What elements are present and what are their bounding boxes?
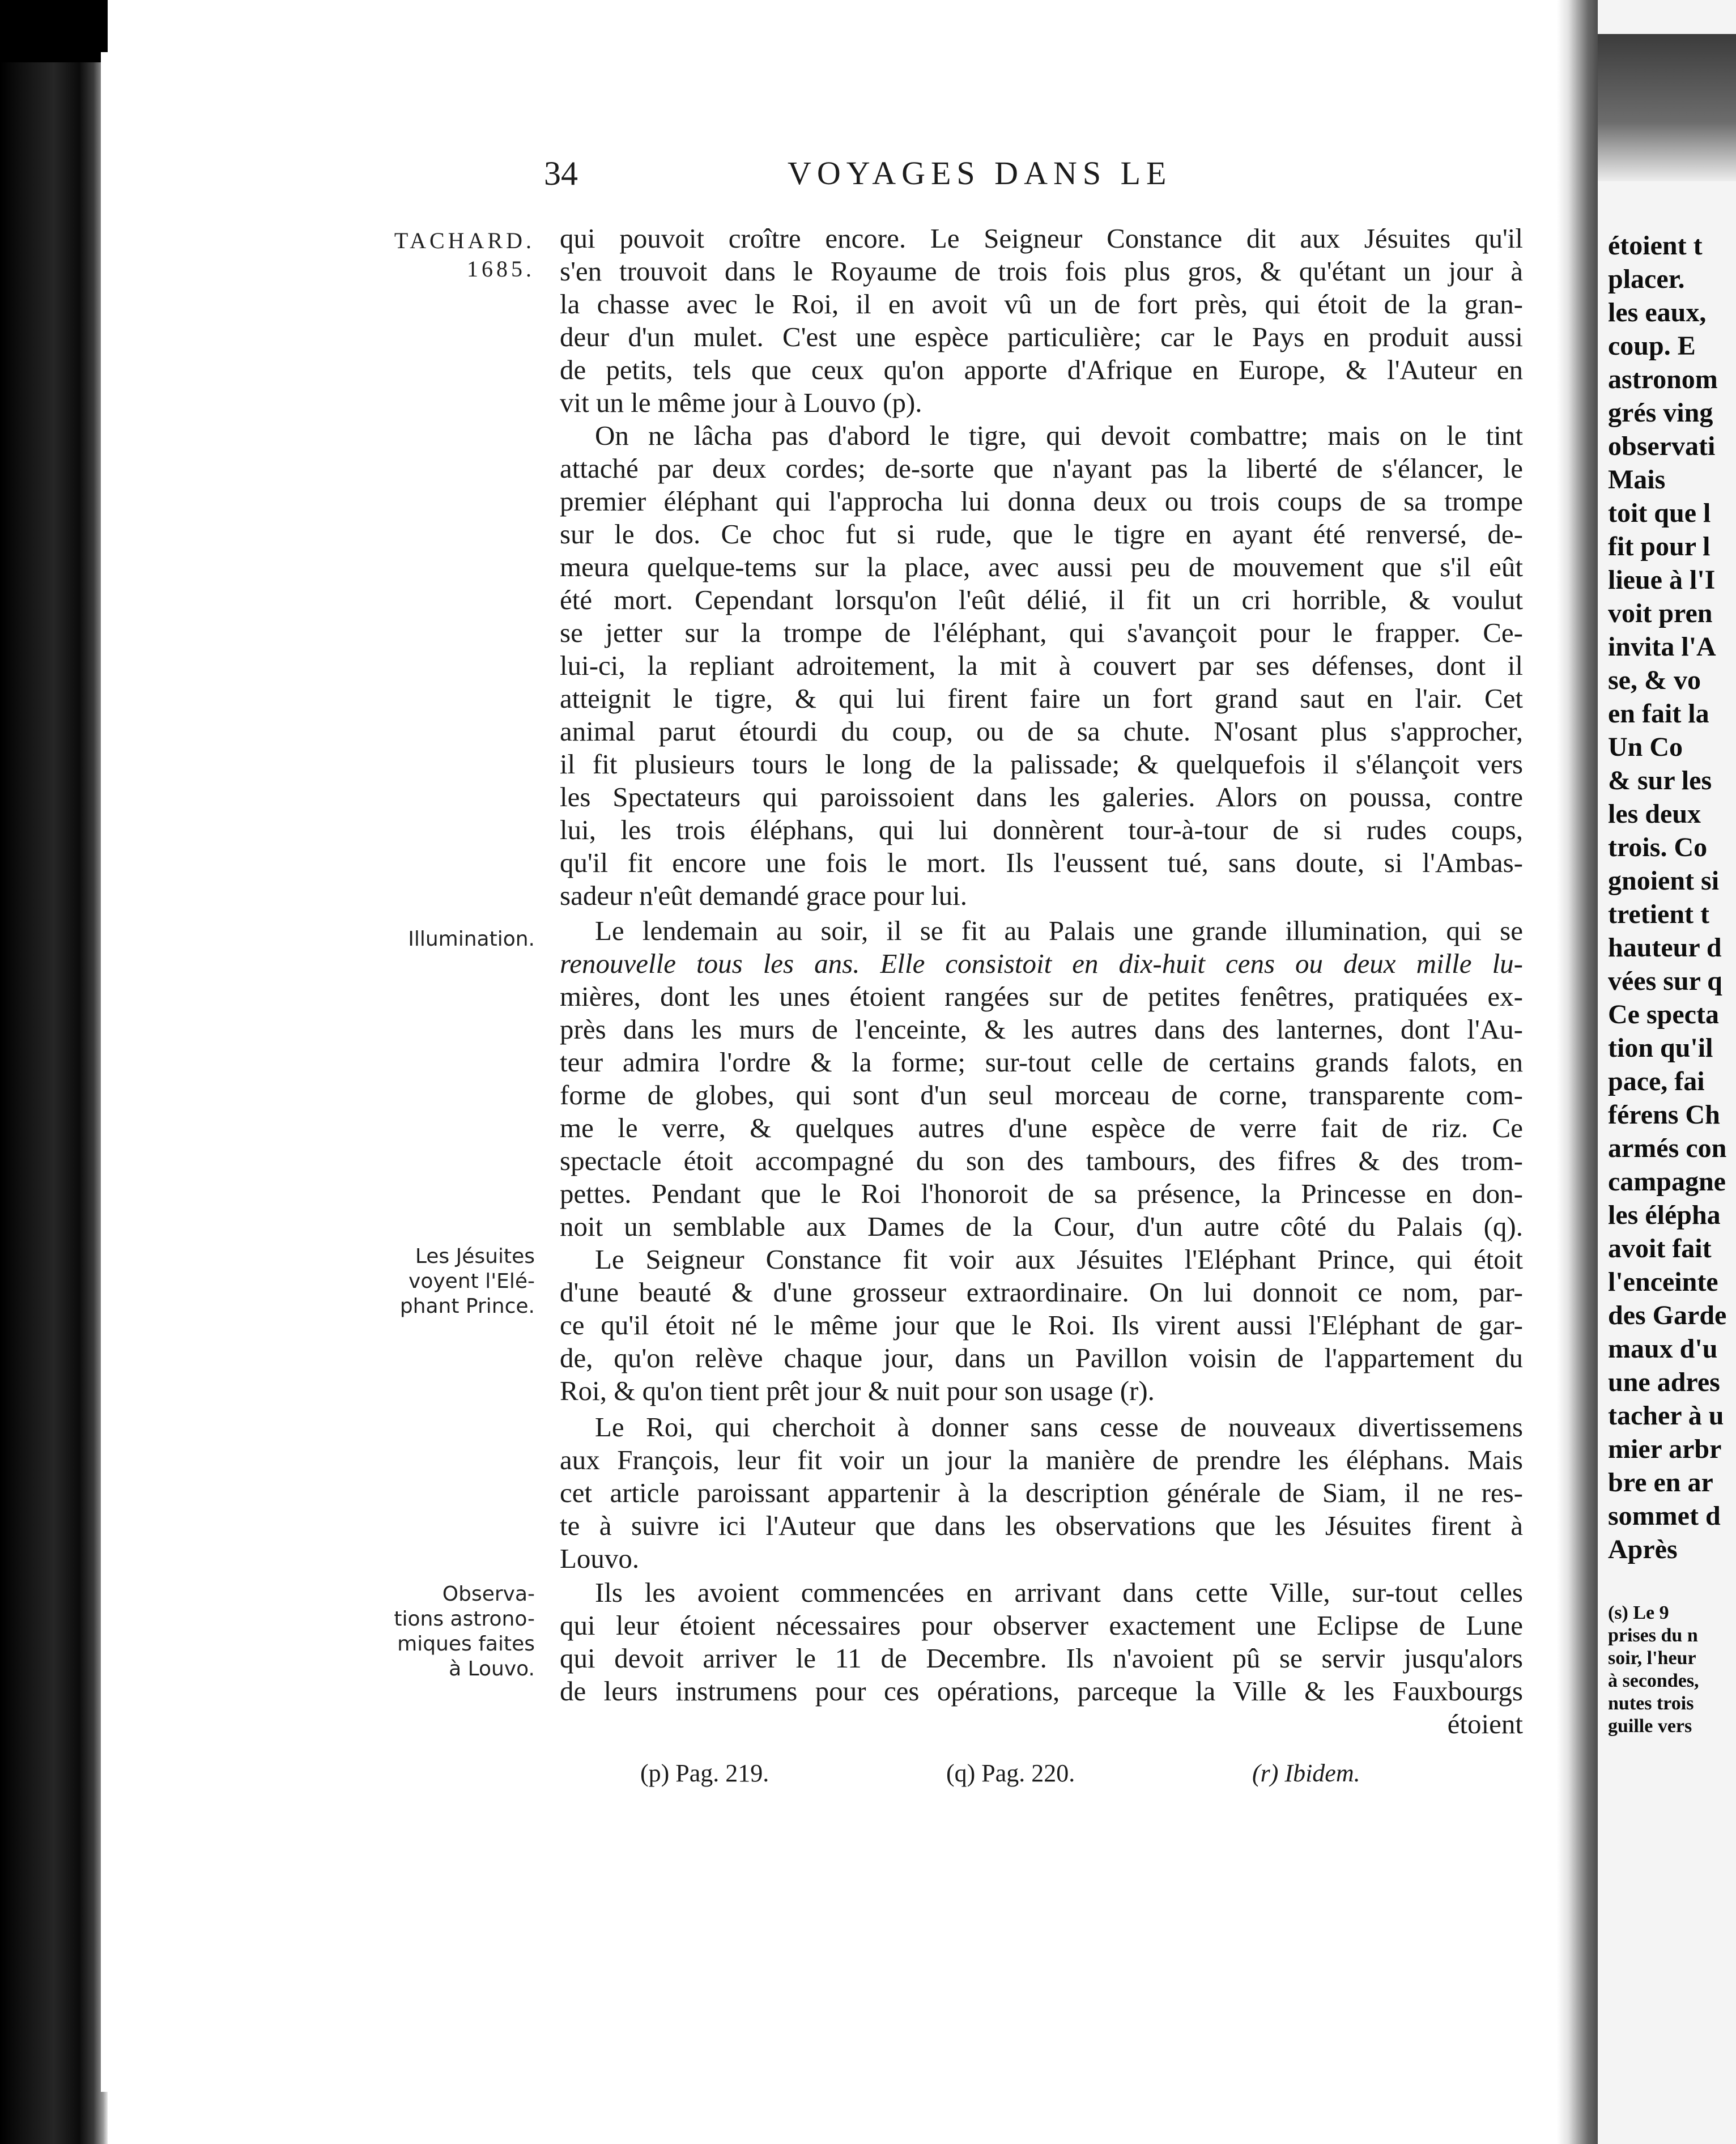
facing-page-line: Ce specta	[1608, 999, 1719, 1030]
body-line: qu'il fit encore une fois le mort. Ils l'eussent tué, sans doute, si l'Ambas-	[560, 847, 1523, 878]
facing-page-note-line: prises du n	[1608, 1625, 1698, 1646]
facing-page-line: tacher à u	[1608, 1401, 1724, 1431]
facing-page-line: & sur les	[1608, 765, 1712, 796]
body-line: de petits, tels que ceux qu'on apporte d'Afrique en Europe, & l'Auteur en	[560, 354, 1523, 385]
facing-page-line: lieue à l'I	[1608, 565, 1716, 595]
facing-page-note-line: guille vers	[1608, 1716, 1692, 1737]
body-line: ce qu'il étoit né le même jour que le Roi. Ils virent aussi l'Eléphant de gar-	[560, 1309, 1523, 1341]
body-line: premier éléphant qui l'approcha lui donna deux ou trois coups de sa trompe	[560, 486, 1523, 517]
body-line: d'une beauté & d'une grosseur extraordinaire. On lui donnoit ce nom, par-	[560, 1277, 1523, 1308]
catchword: étoient	[1447, 1708, 1523, 1739]
facing-page-line: invita l'A	[1608, 632, 1716, 662]
body-line: il fit plusieurs tours le long de la palissade; & quelquefois il s'élançoit vers	[560, 748, 1523, 780]
running-title: VOYAGES DANS LE	[788, 155, 1172, 192]
scan-left-edge	[0, 0, 108, 2144]
body-line: qui devoit arriver le 11 de Decembre. Ils n'avoient pû se servir jusqu'alors	[560, 1643, 1523, 1674]
footnote-p: (p) Pag. 219.	[640, 1759, 769, 1787]
margin-note-illumination: Illumination.	[408, 928, 535, 951]
facing-page-line: des Garde	[1608, 1300, 1727, 1330]
facing-page-line: les deux	[1608, 799, 1701, 829]
facing-page-line: gnoient si	[1608, 866, 1720, 896]
facing-page-line: Un Co	[1608, 732, 1683, 762]
facing-page-line: sommet d	[1608, 1501, 1721, 1531]
facing-page-line: férens Ch	[1608, 1100, 1720, 1130]
scan-top-shadow	[0, 0, 108, 62]
facing-page-shadow	[1598, 34, 1736, 181]
body-line: attaché par deux cordes; de-sorte que n'ayant pas la liberté de s'élancer, le	[560, 453, 1523, 484]
facing-page-line: pace, fai	[1608, 1066, 1705, 1096]
body-line: vit un le même jour à Louvo (p).	[560, 387, 922, 418]
body-line: se jetter sur la trompe de l'éléphant, qui s'avançoit pour le frapper. Ce-	[560, 617, 1523, 648]
facing-page-note-line: soir, l'heur	[1608, 1648, 1696, 1669]
facing-page-line: étoient t	[1608, 231, 1703, 261]
body-line: la chasse avec le Roi, il en avoit vû un de fort près, qui étoit de la gran-	[560, 288, 1523, 320]
body-line: pettes. Pendant que le Roi l'honoroit de sa présence, la Princesse en don-	[560, 1178, 1523, 1209]
facing-page-line: une adres	[1608, 1367, 1720, 1397]
body-line: renouvelle tous les ans. Elle consistoit en dix-huit cens ou deux mille lu-	[560, 948, 1523, 979]
facing-page	[1598, 0, 1736, 2144]
body-line: noit un semblable aux Dames de la Cour, d'un autre côté du Palais (q).	[560, 1211, 1523, 1242]
footnote-r: (r) Ibidem.	[1252, 1759, 1360, 1787]
facing-page-line: campagne	[1608, 1167, 1726, 1197]
body-line: atteignit le tigre, & qui lui firent faire un fort grand saut en l'air. Cet	[560, 683, 1523, 714]
body-line: cet article paroissant appartenir à la description générale de Siam, il ne res-	[560, 1477, 1523, 1508]
body-line: deur d'un mulet. C'est une espèce particulière; car le Pays en produit aussi	[560, 321, 1523, 352]
facing-page-line: en fait la	[1608, 699, 1709, 729]
facing-page-line: coup. E	[1608, 331, 1696, 361]
body-line: spectacle étoit accompagné du son des tambours, des fifres & des trom-	[560, 1145, 1523, 1176]
facing-page-line: les élépha	[1608, 1200, 1721, 1230]
body-line: qui leur étoient nécessaires pour observer exactement une Eclipse de Lune	[560, 1610, 1523, 1641]
margin-note-elephant-prince: Les Jésuites voyent l'Elé- phant Prince.	[399, 1245, 535, 1318]
facing-page-line: toit que l	[1608, 498, 1711, 528]
body-line: lui, les trois éléphans, qui lui donnèrent tour-à-tour de si rudes coups,	[560, 814, 1523, 845]
facing-page-note-line: nutes trois	[1608, 1693, 1694, 1714]
body-line: aux François, leur fit voir un jour la manière de prendre les éléphans. Mais	[560, 1444, 1523, 1475]
body-line: me le verre, & quelques autres d'une espèce de verre fait de riz. Ce	[560, 1112, 1523, 1143]
body-line: teur admira l'ordre & la forme; sur-tout celle de certains grands falots, en	[560, 1047, 1523, 1078]
facing-page-line: observati	[1608, 431, 1716, 461]
facing-page-note-line: (s) Le 9	[1608, 1602, 1669, 1623]
page-number: 34	[544, 155, 578, 192]
body-line: Le Roi, qui cherchoit à donner sans cesse de nouveaux divertissemens	[595, 1411, 1523, 1443]
facing-page-line: tion qu'il	[1608, 1033, 1713, 1063]
body-line: lui-ci, la repliant adroitement, la mit à couvert par ses défenses, dont il	[560, 650, 1523, 681]
facing-page-line: grés ving	[1608, 398, 1713, 428]
facing-page-line: trois. Co	[1608, 832, 1708, 862]
facing-page-note-line: à secondes,	[1608, 1670, 1699, 1691]
facing-page-line: armés con	[1608, 1133, 1727, 1163]
facing-page-line: voit pren	[1608, 598, 1713, 628]
body-line: les Spectateurs qui paroissoient dans les galeries. Alors on poussa, contre	[560, 781, 1523, 812]
facing-page-line: avoit fait	[1608, 1233, 1712, 1264]
footnotes	[640, 1759, 1462, 1793]
body-line: été mort. Cependant lorsqu'on l'eût délié, il fit un cri horrible, & voulut	[560, 584, 1523, 615]
facing-page-line: tretient t	[1608, 899, 1710, 929]
facing-page-line: Après	[1608, 1534, 1678, 1564]
facing-page-line: bre en ar	[1608, 1467, 1713, 1498]
body-line: Louvo.	[560, 1543, 640, 1574]
body-line: mières, dont les unes étoient rangées sur de petites fenêtres, pratiquées ex-	[560, 981, 1523, 1012]
facing-page-line: astronom	[1608, 364, 1718, 394]
facing-page-line: mier arbr	[1608, 1434, 1722, 1464]
facing-page-line: fit pour l	[1608, 531, 1711, 561]
facing-page-line: Mais	[1608, 465, 1666, 495]
body-line: meura quelque-tems sur la place, avec aussi peu de mouvement que s'il eût	[560, 551, 1523, 582]
body-line: animal parut étourdi du coup, ou de sa chute. N'osant plus s'approcher,	[560, 716, 1523, 747]
body-line: de leurs instrumens pour ces opérations, parceque la Ville & les Fauxbourgs	[560, 1675, 1523, 1707]
body-line: de, qu'on relève chaque jour, dans un Pavillon voisin de l'appartement du	[560, 1342, 1523, 1373]
footnote-q: (q) Pag. 220.	[946, 1759, 1075, 1787]
facing-page-line: placer.	[1608, 264, 1685, 294]
body-line: sur le dos. Ce choc fut si rude, que le tigre en ayant été renversé, de-	[560, 518, 1523, 550]
margin-note-author: TACHARD. 1685.	[394, 228, 535, 282]
facing-page-line: se, & vo	[1608, 665, 1701, 695]
body-line: Le lendemain au soir, il se fit au Palais une grande illumination, qui se	[595, 915, 1523, 946]
body-line: Le Seigneur Constance fit voir aux Jésuites l'Eléphant Prince, qui étoit	[595, 1244, 1523, 1275]
body-line: qui pouvoit croître encore. Le Seigneur Constance dit aux Jésuites qu'il	[560, 223, 1523, 254]
body-line: forme de globes, qui sont d'un seul morceau de corne, transparente com-	[560, 1079, 1523, 1111]
body-line: Ils les avoient commencées en arrivant dans cette Ville, sur-tout celles	[595, 1577, 1523, 1608]
body-line: sadeur n'eût demandé grace pour lui.	[560, 880, 968, 911]
facing-page-line: hauteur d	[1608, 933, 1722, 963]
facing-page-line: maux d'u	[1608, 1334, 1718, 1364]
body-line: te à suivre ici l'Auteur que dans les observations que les Jésuites firent à	[560, 1510, 1523, 1541]
facing-page-line: les eaux,	[1608, 297, 1707, 327]
body-line: Roi, & qu'on tient prêt jour & nuit pour son usage (r).	[560, 1375, 1155, 1406]
body-line: s'en trouvoit dans le Royaume de trois fois plus gros, & qu'étant un jour à	[560, 256, 1523, 287]
body-line: On ne lâcha pas d'abord le tigre, qui devoit combattre; mais on le tint	[595, 420, 1523, 451]
body-line: près dans les murs de l'enceinte, & les autres dans des lanternes, dont l'Au-	[560, 1014, 1523, 1045]
facing-page-line: vées sur q	[1608, 966, 1722, 996]
facing-page-line: l'enceinte	[1608, 1267, 1718, 1297]
margin-note-observations: Observa- tions astrono- miques faites à Louvo.	[394, 1583, 535, 1681]
